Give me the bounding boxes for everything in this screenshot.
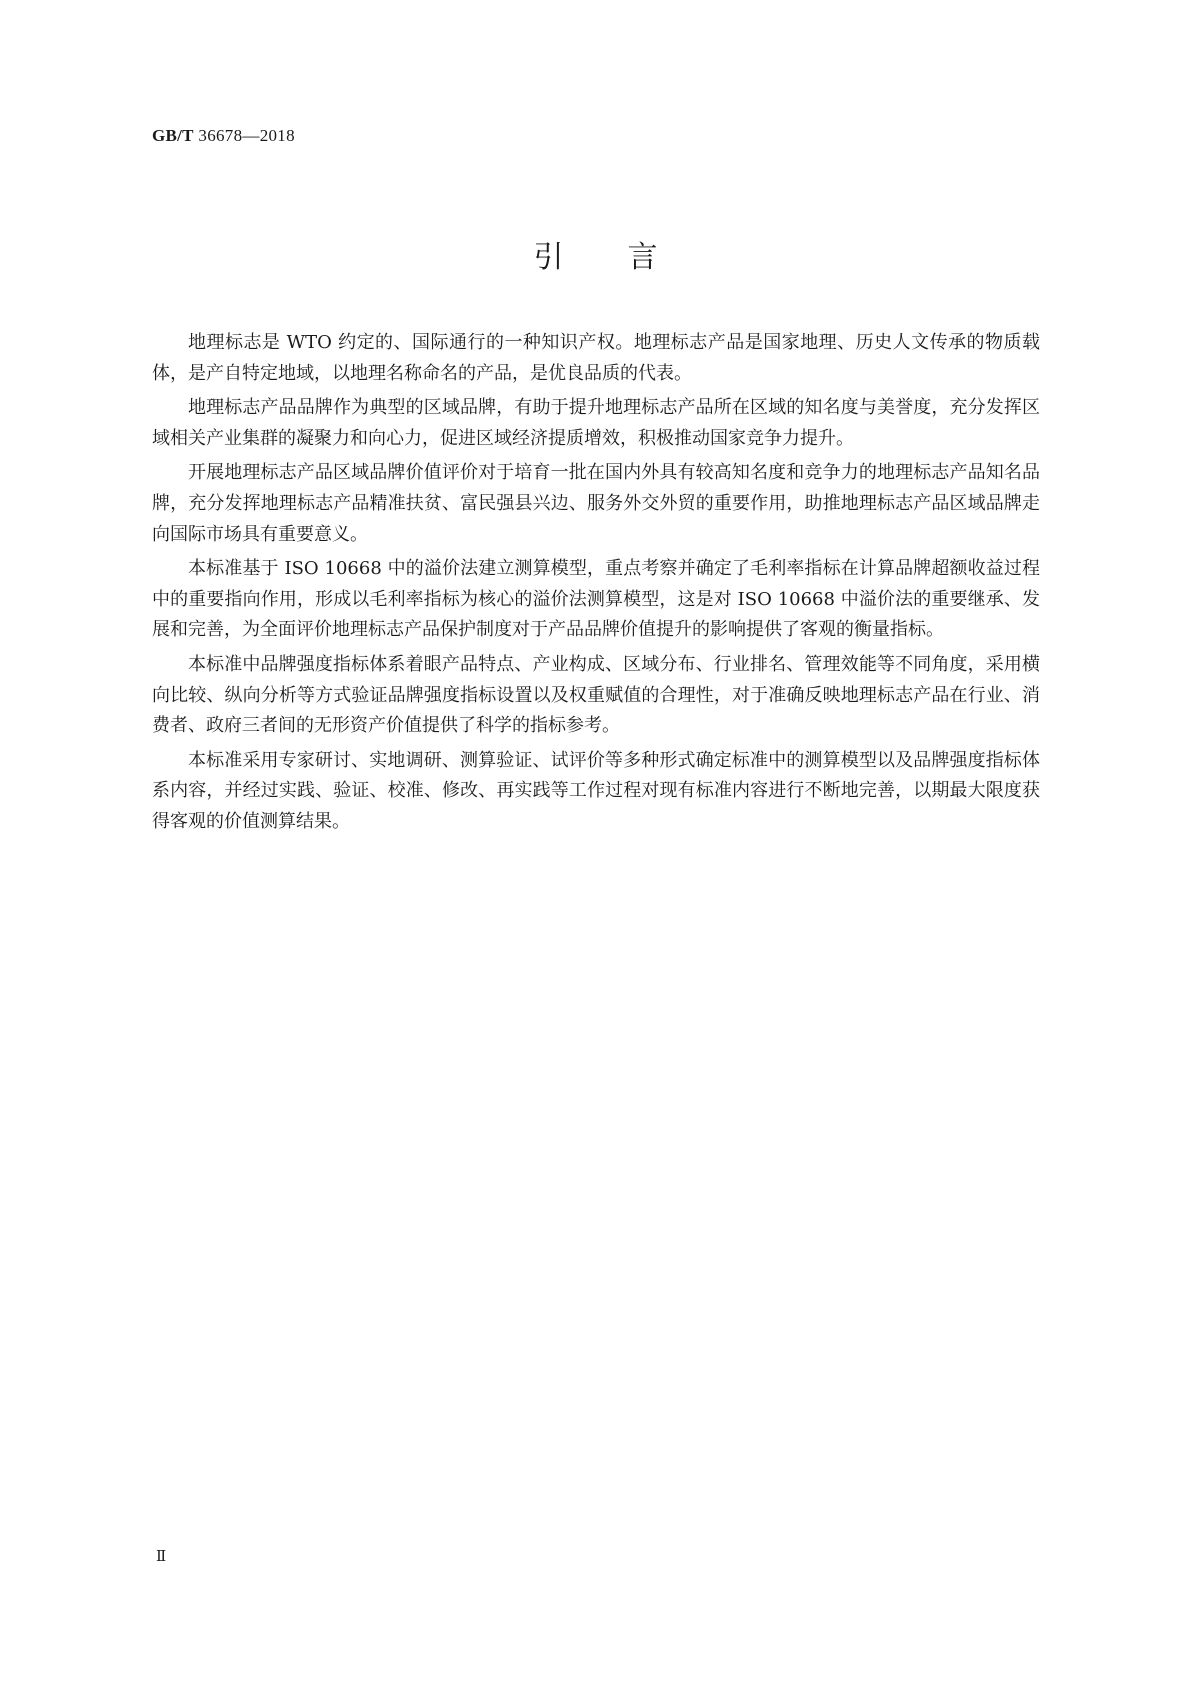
standard-prefix: GB/T	[152, 126, 194, 145]
paragraph-6: 本标准采用专家研讨、实地调研、测算验证、试评价等多种形式确定标准中的测算模型以及品牌强度指标体系内容，并经过实践、验证、校准、修改、再实践等工作过程对现有标准内容进行不断地完善，以期最大限度获得客观的价值测算结果。	[152, 749, 1040, 832]
page-number: Ⅱ	[156, 1549, 167, 1565]
standard-code	[152, 126, 295, 146]
paragraph-1: 地理标志是 WTO 约定的、国际通行的一种知识产权。地理标志产品是国家地理、历史人文传承的物质载体，是产自特定地域，以地理名称命名的产品，是优良品质的代表。	[152, 332, 1040, 384]
paragraph-4: 本标准基于 ISO 10668 中的溢价法建立测算模型，重点考察并确定了毛利率指标在计算品牌超额收益过程中的重要指向作用，形成以毛利率指标为核心的溢价法测算模型，这是对 ISO 10668 中溢价法的重要继承、发展和完善，为全面评价地理标志产品保护制度对于产品品牌价值提升的影响提供了客观的衡量指标。	[152, 558, 1040, 641]
page-title	[0, 232, 1191, 276]
paragraph-2: 地理标志产品品牌作为典型的区域品牌，有助于提升地理标志产品所在区域的知名度与美誉度，充分发挥区域相关产业集群的凝聚力和向心力，促进区域经济提质增效，积极推动国家竞争力提升。	[152, 397, 1040, 449]
paragraph-5: 本标准中品牌强度指标体系着眼产品特点、产业构成、区域分布、行业排名、管理效能等不同角度，采用横向比较、纵向分析等方式验证品牌强度指标设置以及权重赋值的合理性，对于准确反映地理标志产品在行业、消费者、政府三者间的无形资产价值提供了科学的指标参考。	[152, 653, 1040, 737]
title-char-1: 引	[533, 240, 564, 275]
introduction-body	[152, 328, 1040, 842]
title-char-2: 言	[627, 240, 658, 275]
standard-number: 36678—2018	[198, 126, 295, 145]
paragraph-3: 开展地理标志产品区域品牌价值评价对于培育一批在国内外具有较高知名度和竞争力的地理标志产品知名品牌，充分发挥地理标志产品精准扶贫、富民强县兴边、服务外交外贸的重要作用，助推地理标志产品区域品牌走向国际市场具有重要意义。	[152, 462, 1040, 545]
